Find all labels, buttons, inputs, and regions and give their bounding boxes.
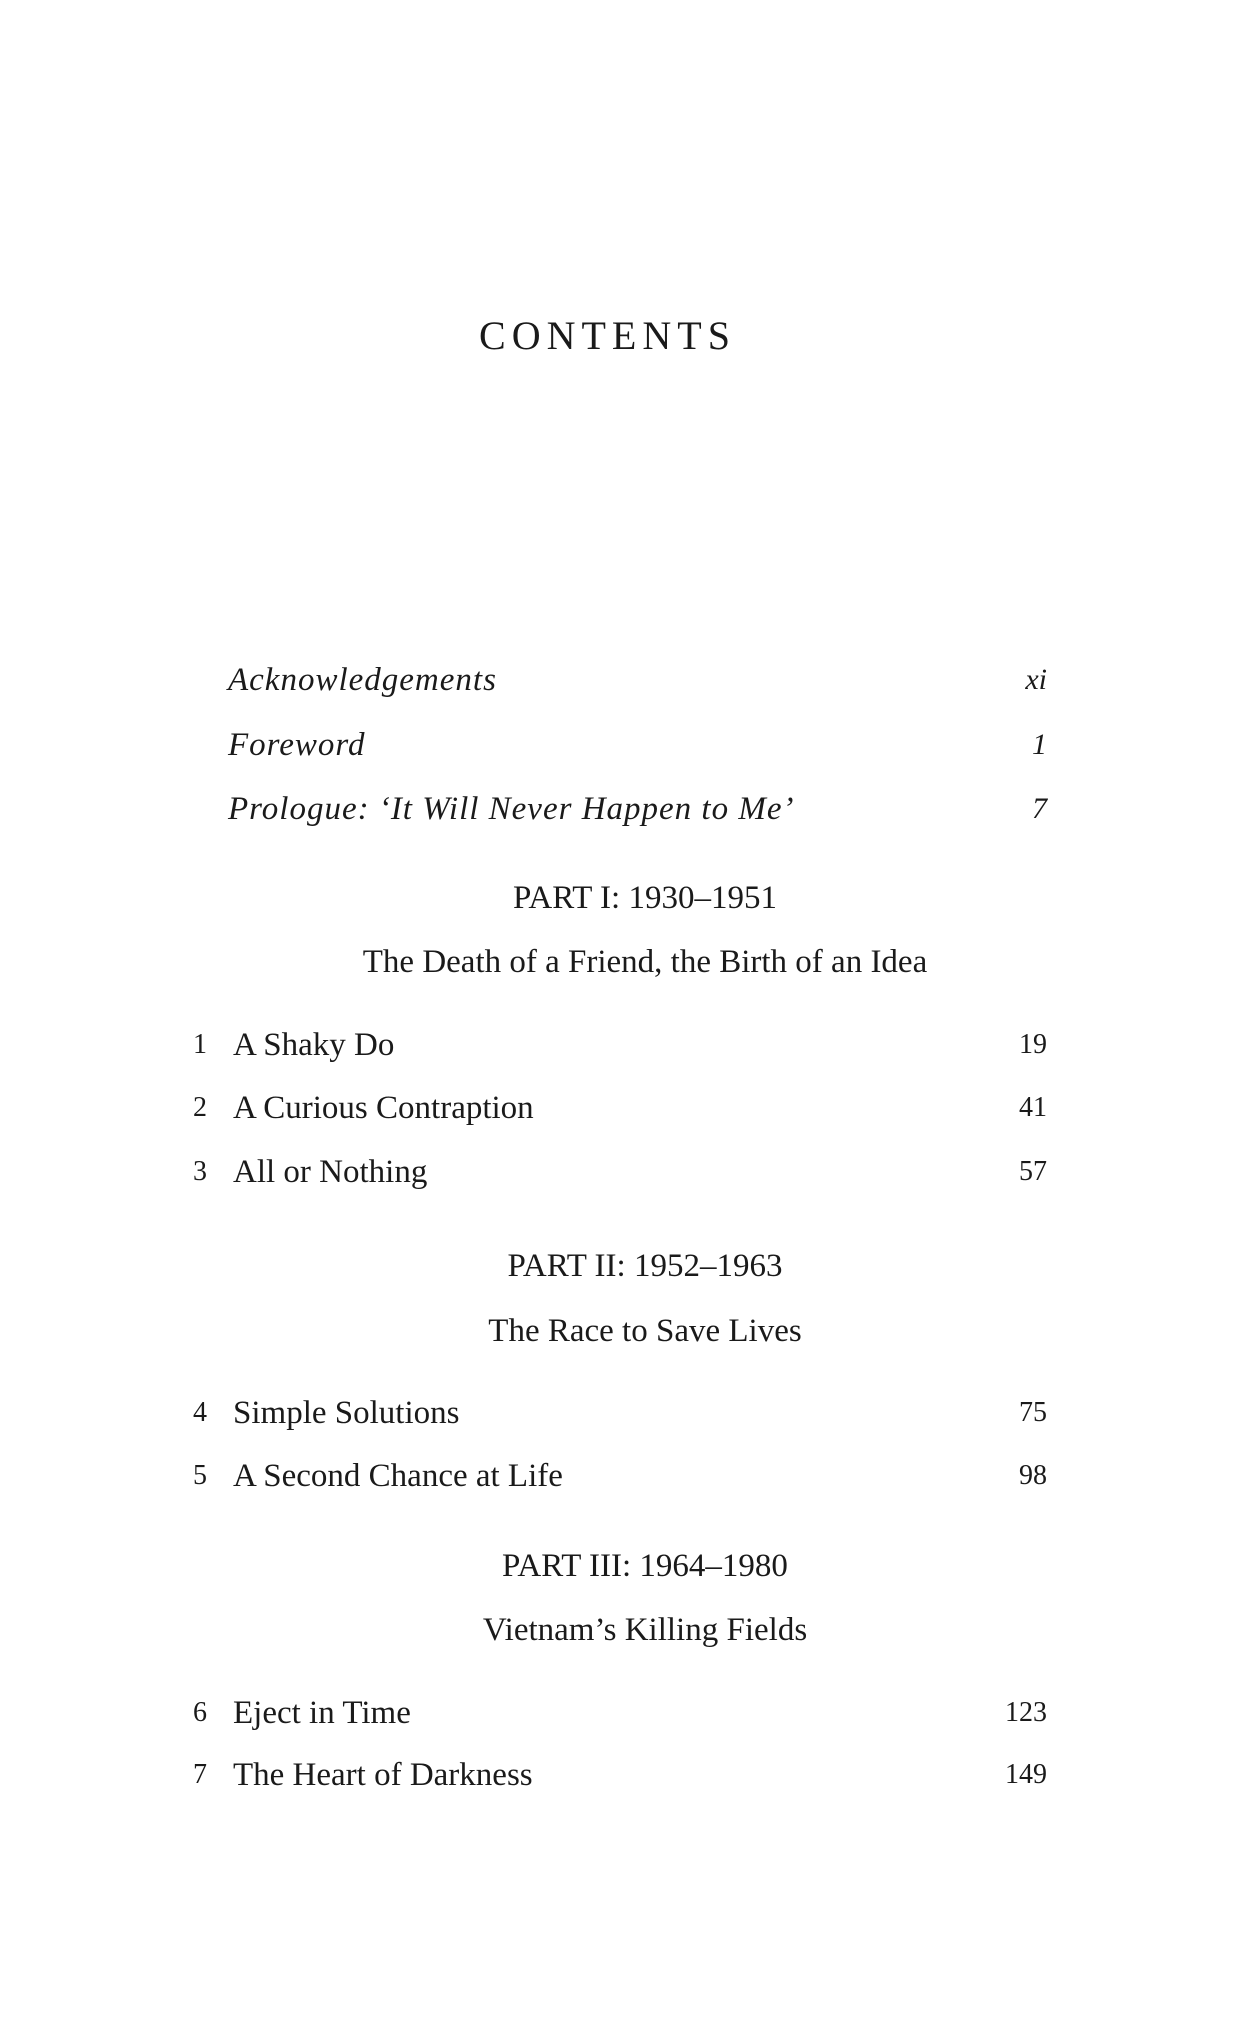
toc-entry-title: Foreword <box>228 727 366 763</box>
chapter-page: 98 <box>1019 1460 1047 1491</box>
toc-entry-title: Acknowledgements <box>228 662 497 698</box>
chapter-page: 19 <box>1019 1029 1047 1060</box>
chapter-title: Simple Solutions <box>233 1395 460 1431</box>
toc-entry-page: 1 <box>1032 728 1047 761</box>
toc-chapter-2[interactable] <box>0 1083 1259 1133</box>
chapter-page: 57 <box>1019 1156 1047 1187</box>
part-heading: PART II: 1952–1963 <box>507 1248 783 1284</box>
chapter-number: 7 <box>193 1759 207 1790</box>
part-heading: PART III: 1964–1980 <box>502 1548 788 1584</box>
toc-entry-page: 7 <box>1032 792 1047 825</box>
chapter-page: 149 <box>1005 1759 1047 1790</box>
toc-entry-acknowledgements[interactable] <box>0 655 1259 705</box>
chapter-title: A Curious Contraption <box>233 1090 534 1126</box>
part-heading: PART I: 1930–1951 <box>513 880 777 916</box>
toc-chapter-7[interactable] <box>0 1750 1259 1800</box>
chapter-page: 75 <box>1019 1397 1047 1428</box>
chapter-title: A Second Chance at Life <box>233 1458 563 1494</box>
chapter-page: 123 <box>1005 1697 1047 1728</box>
part-subtitle: The Race to Save Lives <box>488 1313 802 1349</box>
chapter-number: 5 <box>193 1460 207 1491</box>
toc-entry-page: xi <box>1025 663 1047 696</box>
toc-chapter-4[interactable] <box>0 1388 1259 1438</box>
toc-entry-title: Prologue: ‘It Will Never Happen to Me’ <box>228 791 795 827</box>
part-subtitle: The Death of a Friend, the Birth of an Idea <box>362 944 928 980</box>
chapter-number: 3 <box>193 1156 207 1187</box>
toc-entry-foreword[interactable] <box>0 720 1259 770</box>
chapter-title: A Shaky Do <box>233 1027 395 1063</box>
toc-chapter-6[interactable] <box>0 1688 1259 1738</box>
toc-chapter-3[interactable] <box>0 1147 1259 1197</box>
chapter-number: 4 <box>193 1397 207 1428</box>
chapter-title: The Heart of Darkness <box>233 1757 533 1793</box>
chapter-title: All or Nothing <box>233 1154 428 1190</box>
page-title: CONTENTS <box>479 313 736 358</box>
chapter-number: 2 <box>193 1092 207 1123</box>
chapter-page: 41 <box>1019 1092 1047 1123</box>
toc-entry-prologue[interactable] <box>0 784 1259 834</box>
chapter-number: 1 <box>193 1029 207 1060</box>
toc-chapter-1[interactable] <box>0 1020 1259 1070</box>
chapter-title: Eject in Time <box>233 1695 411 1731</box>
part-subtitle: Vietnam’s Killing Fields <box>482 1612 808 1648</box>
chapter-number: 6 <box>193 1697 207 1728</box>
toc-chapter-5[interactable] <box>0 1451 1259 1501</box>
